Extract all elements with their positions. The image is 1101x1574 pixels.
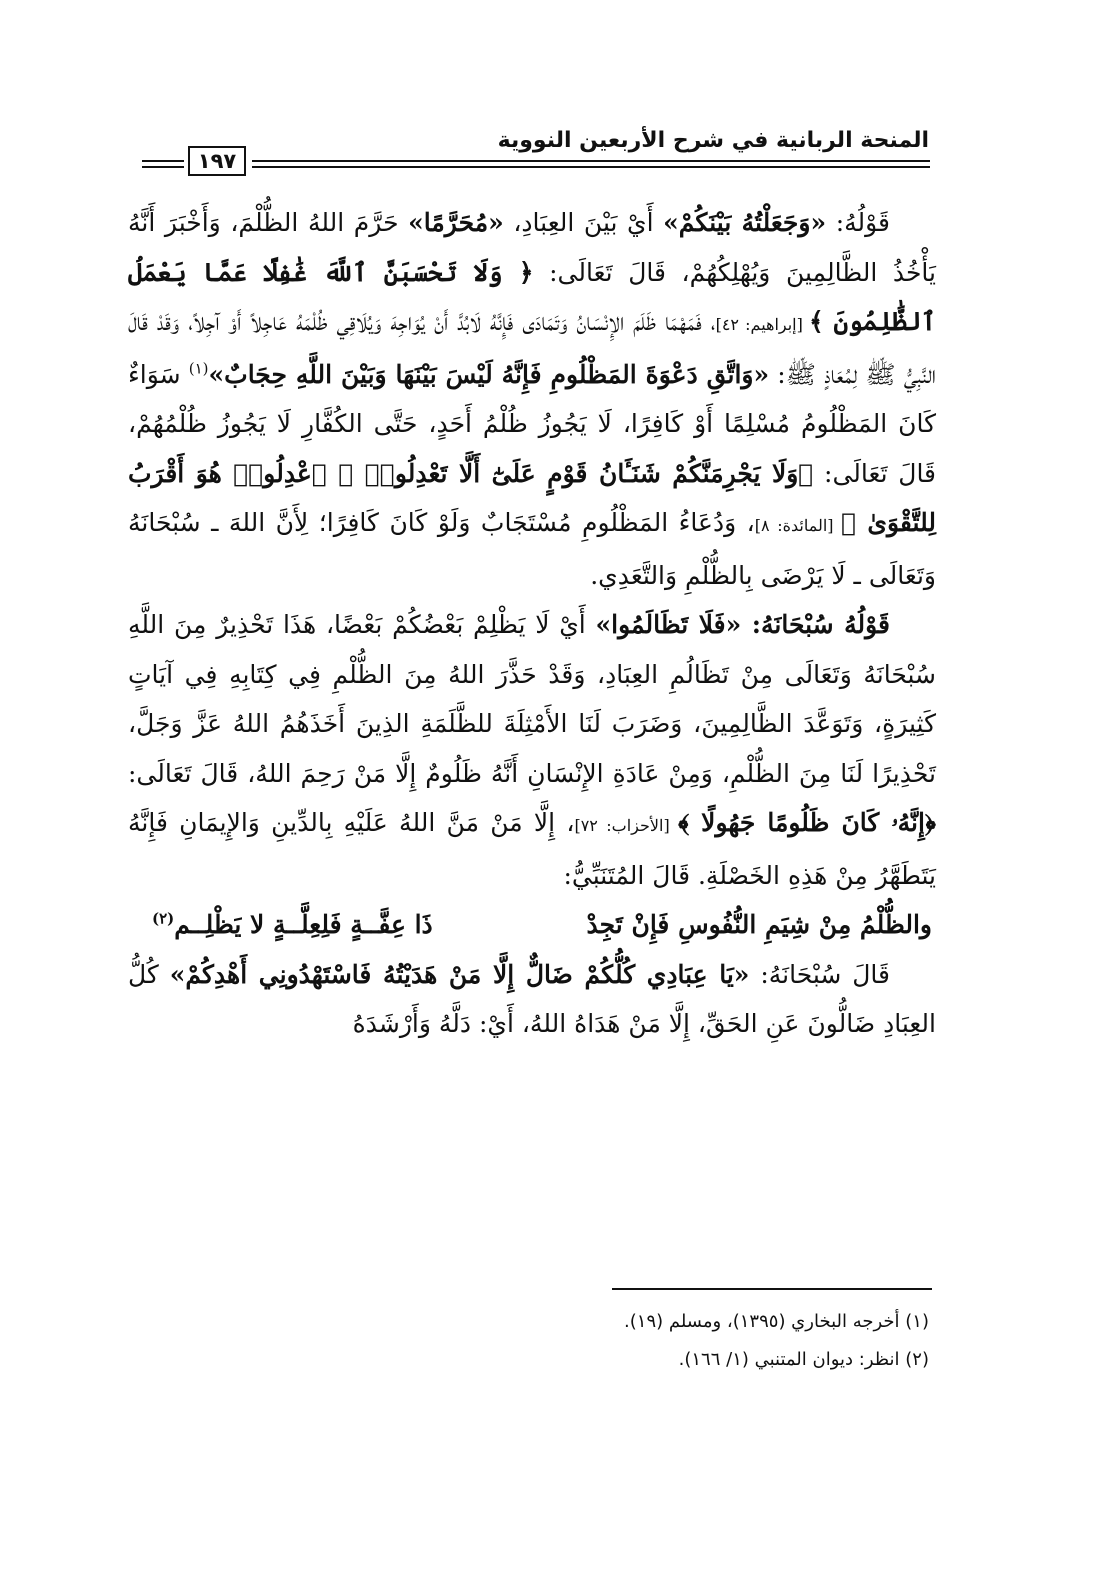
verse-citation: [الأحزاب: ٧٢] bbox=[574, 816, 679, 835]
paragraph-2 bbox=[128, 600, 936, 900]
poem-line bbox=[128, 900, 936, 950]
paragraph-3 bbox=[128, 950, 936, 1049]
poem-hemistich-2: ذَا عِفَّــةٍ فَلِعِلَّــةٍ لا يَظْلِــم bbox=[174, 910, 433, 939]
text-run: قَوْلُهُ: bbox=[826, 208, 891, 237]
verse-citation: [المائدة: ٨] bbox=[754, 516, 842, 535]
page-number: ١٩٧ bbox=[188, 146, 246, 176]
footnote-ref: (١) bbox=[188, 359, 209, 378]
footnote-2: (٢) انظر: ديوان المتنبي (١/ ١٦٦). bbox=[678, 1349, 929, 1370]
hadith-quote: «فَلَا تَظَالَمُوا» bbox=[595, 610, 742, 639]
quran-verse: ﴿وَلَا يَجْرِمَنَّكُمْ شَنَـَٔانُ قَوْمٍ عَلَىٰٓ أَلَّا تَعْدِلُوا۟ ۚ ٱعْدِلُوا۟ هُوَ أَقْرَبُ لِلتَّقْوَىٰ ﴾ bbox=[128, 458, 936, 537]
footnote-separator bbox=[612, 1288, 932, 1290]
hadith-quote: «وَجَعَلْتُهُ بَيْنَكُمْ» bbox=[663, 208, 827, 237]
text-run: قَوْلُهُ سُبْحَانَهُ: bbox=[741, 610, 890, 639]
footnote-ref: (٢) bbox=[152, 909, 175, 928]
footnote-1: (١) أخرجه البخاري (١٣٩٥)، ومسلم (١٩). bbox=[624, 1311, 929, 1332]
text-run: أَيْ بَيْنَ العِبَادِ، bbox=[503, 208, 664, 237]
hadith-quote: «مُحَرَّمًا» bbox=[408, 208, 504, 237]
text-run: أَيْ لَا يَظْلِمْ بَعْضُكُمْ بَعْضًا، هَذَا تَحْذِيرٌ مِنَ اللَّهِ سُبْحَانَهُ وَتَعَالَى مِنْ تَظَالُمِ العِبَادِ، وَقَدْ حَذَّرَ اللهُ مِنَ الظُّلْمِ فِي كِتَابِهِ فِي آيَاتٍ كَثِيرَةٍ، وَتَوَعَّدَ الظَّالِمِينَ، وَضَرَبَ لَنَا الأَمْثِلَةَ للظَّلَمَةِ الذِينَ أَخَذَهُمُ اللهُ عَزَّ وَجَلَّ، تَحْذِيرًا لَنَا مِنَ الظُّلْمِ، وَمِنْ عَادَةِ الإِنْسَانِ أَنَّهُ ظَلُومٌ إِلَّا مَنْ رَحِمَ اللهُ، قَالَ تَعَالَى: bbox=[128, 610, 936, 788]
paragraph-1 bbox=[128, 198, 936, 600]
header-rule-short bbox=[142, 160, 184, 168]
text-run: ، إِلَّا مَنْ مَنَّ اللهُ عَلَيْهِ بِالدِّينِ وَالإِيمَانِ فَإِنَّهُ يَتَطَهَّرُ مِنْ هَذِهِ الخَصْلَةِ. قَالَ المُتَنَبِّيُّ: bbox=[128, 808, 936, 890]
text-run: سَوَاءٌ كَانَ المَظْلُومُ مُسْلِمًا أَوْ كَافِرًا، لَا يَجُوزُ ظُلْمُ أَحَدٍ، حَتَّى الكُفَّارِ لَا يَجُوزُ ظُلْمُهُمْ، قَالَ تَعَالَى: bbox=[128, 359, 937, 488]
poem-hemistich-1: والظُّلْمُ مِنْ شِيَمِ النُّفُوسِ فَإِنْ تَجِدْ bbox=[586, 910, 932, 939]
footnotes bbox=[229, 1303, 929, 1379]
text-run: قَالَ سُبْحَانَهُ: bbox=[749, 959, 890, 989]
text-run: حَرَّمَ اللهُ الظُّلْمَ، وَأَخْبَرَ أَنَّهُ يَأْخُذُ الظَّالِمِينَ وَيُهْلِكُهُمْ، قَالَ تَعَالَى: bbox=[128, 208, 936, 287]
main-text bbox=[128, 198, 936, 1049]
header-rule bbox=[252, 160, 930, 168]
hadith-quote: «وَاتَّقِ دَعْوَةَ المَظْلُومِ فَإِنَّهُ لَيْسَ بَيْنَهَا وَبَيْنَ اللَّهِ حِجَابٌ» bbox=[208, 359, 770, 389]
quran-verse: ﴿ وَلَا تَحْسَبَنَّ ٱللَّهَ غَٰفِلًا عَمَّا يَعْمَلُ ٱلظَّٰلِمُونَ ﴾ bbox=[128, 257, 936, 336]
hadith-quote: «يَا عِبَادِي كُلُّكُمْ ضَالٌّ إِلَّا مَنْ هَدَيْتُهُ فَاسْتَهْدُونِي أَهْدِكُمْ» bbox=[169, 959, 750, 989]
text-run: ، وَدُعَاءُ المَظْلُومِ مُسْتَجَابٌ وَلَوْ كَانَ كَافِرًا؛ لِأَنَّ اللهَ ـ سُبْحَانَهُ وَتَعَالَى ـ لَا يَرْضَى بِالظُّلْمِ وَالتَّعَدِي. bbox=[128, 508, 936, 590]
verse-citation: [إبراهيم: ٤٢] bbox=[715, 315, 810, 334]
quran-verse: ﴿إِنَّهُۥ كَانَ ظَلُومًا جَهُولًا ﴾ bbox=[678, 808, 936, 837]
running-title: المنحة الربانية في شرح الأربعين النووية bbox=[497, 128, 929, 153]
text-run: ، فَمَهْمَا ظَلَمَ الإِنْسَانُ وَتَمَادَى فَإِنَّهُ لَابُدَّ أَنْ يُوَاجِهَ وَيُلَاقِي ظُلْمَهُ عَاجِلاً أَوْ آجِلاً، وَقَدْ قَالَ النَّبِيُّ ﷺ لِمُعَاذٍ ﷺ: bbox=[128, 307, 936, 389]
text-run: كُلُّ العِبَادِ ضَالُّونَ عَنِ الحَقِّ، إِلَّا مَنْ هَدَاهُ اللهُ، أَيْ: دَلَّهُ وَأَرْشَدَهُ bbox=[128, 959, 936, 1038]
